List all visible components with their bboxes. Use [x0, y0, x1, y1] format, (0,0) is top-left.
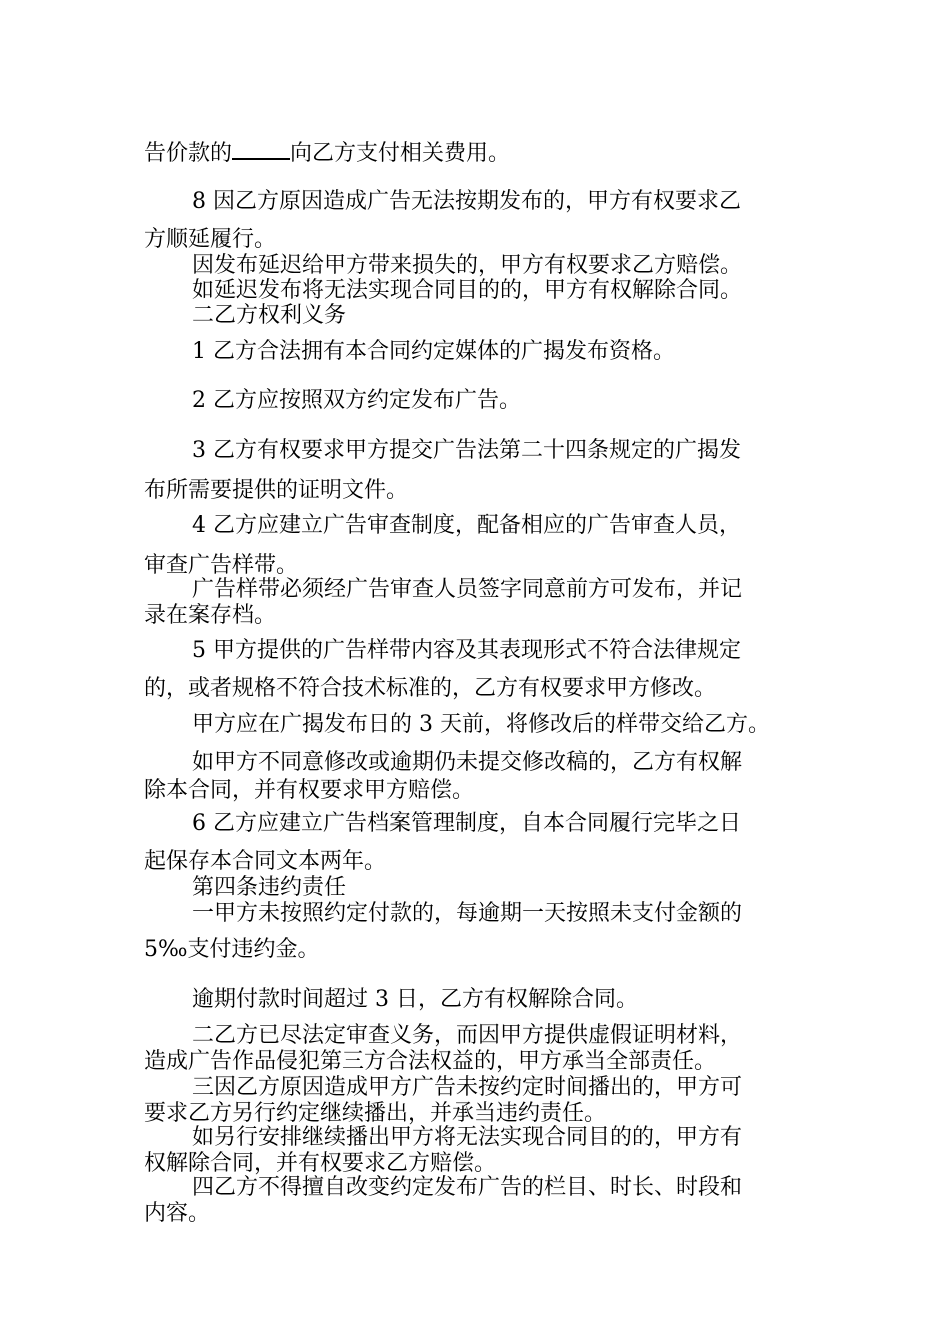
text-line: 方顺延履行。: [144, 227, 277, 252]
text-line: 二乙方已尽法定审查义务，而因甲方提供虚假证明材料，: [192, 1023, 743, 1048]
text-line: 三因乙方原因造成甲方广告未按约定时间播出的，甲方可: [192, 1075, 743, 1100]
text-line: 四乙方不得擅自改变约定发布广告的栏目、时长、时段和: [192, 1175, 743, 1200]
text-line: 5‰支付违约金。: [144, 937, 320, 962]
text-line: 除本合同，并有权要求甲方赔偿。: [144, 778, 475, 803]
text-line: 4 乙方应建立广告审查制度，配备相应的广告审查人员，: [192, 513, 741, 538]
text-line: 因发布延迟给甲方带来损失的，甲方有权要求乙方赔偿。: [192, 253, 743, 278]
text-line: 权解除合同，并有权要求乙方赔偿。: [144, 1151, 497, 1176]
text-line: 1 乙方合法拥有本合同约定媒体的广揭发布资格。: [192, 339, 675, 364]
text-line: 5 甲方提供的广告样带内容及其表现形式不符合法律规定: [192, 638, 741, 663]
text-line: 如甲方不同意修改或逾期仍未提交修改稿的，乙方有权解: [192, 750, 743, 775]
text-line: 布所需要提供的证明文件。: [144, 478, 409, 503]
text-line: 录在案存档。: [144, 603, 277, 628]
text-line: [144, 136, 510, 167]
text-line: 6 乙方应建立广告档案管理制度，自本合同履行完毕之日: [192, 811, 741, 836]
text-line: 要求乙方另行约定继续播出，并承当违约责任。: [144, 1101, 607, 1126]
text-run: 向乙方支付相关费用。: [290, 141, 511, 166]
text-line: 8 因乙方原因造成广告无法按期发布的，甲方有权要求乙: [192, 189, 741, 214]
text-line: 广告样带必须经广告审查人员签字同意前方可发布，并记: [192, 577, 743, 602]
text-line: 2 乙方应按照双方约定发布广告。: [192, 388, 521, 413]
text-line: 逾期付款时间超过 3 日，乙方有权解除合同。: [192, 987, 638, 1012]
text-line: 造成广告作品侵犯第三方合法权益的，甲方承当全部责任。: [144, 1049, 717, 1074]
text-line: 甲方应在广揭发布日的 3 天前，将修改后的样带交给乙方。: [192, 712, 770, 737]
text-line: 第四条违约责任: [192, 875, 347, 900]
text-line: 如另行安排继续播出甲方将无法实现合同目的的，甲方有: [192, 1125, 743, 1150]
text-run: 告价款的: [144, 141, 233, 166]
text-line: 一甲方未按照约定付款的，每逾期一天按照未支付金额的: [192, 901, 743, 926]
fill-in-blank: [232, 136, 290, 160]
text-line: 的，或者规格不符合技术标准的，乙方有权要求甲方修改。: [144, 676, 717, 701]
text-line: 起保存本合同文本两年。: [144, 849, 387, 874]
text-line: 审查广告样带。: [144, 553, 299, 578]
text-line: 内容。: [144, 1201, 211, 1226]
text-line: 二乙方权利义务: [192, 303, 347, 328]
text-line: 3 乙方有权要求甲方提交广告法第二十四条规定的广揭发: [192, 438, 741, 463]
text-line: 如延迟发布将无法实现合同目的的，甲方有权解除合同。: [192, 278, 743, 303]
